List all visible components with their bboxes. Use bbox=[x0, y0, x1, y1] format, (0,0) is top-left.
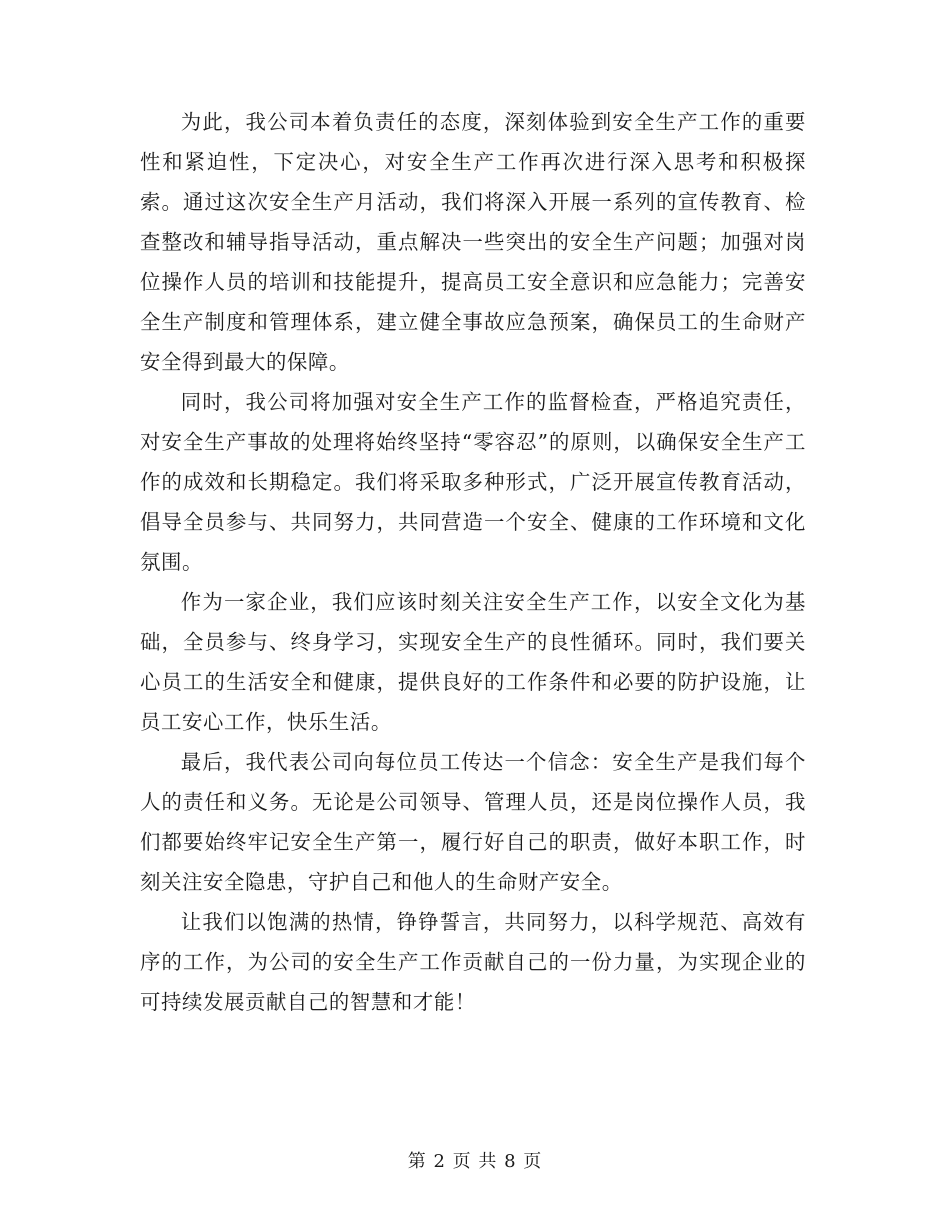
document-body bbox=[140, 102, 806, 1022]
paragraph: 最后，我代表公司向每位员工传达一个信念：安全生产是我们每个人的责任和义务。无论是公司领导、管理人员，还是岗位操作人员，我们都要始终牢记安全生产第一，履行好自己的职责，做好本职工作，时刻关注安全隐患，守护自己和他人的生命财产安全。 bbox=[140, 750, 806, 894]
paragraph: 同时，我公司将加强对安全生产工作的监督检查，严格追究责任，对安全生产事故的处理将始终坚持“零容忍”的原则，以确保安全生产工作的成效和长期稳定。我们将采取多种形式，广泛开展宣传教育活动，倡导全员参与、共同努力，共同营造一个安全、健康的工作环境和文化氛围。 bbox=[140, 390, 806, 574]
paragraph: 作为一家企业，我们应该时刻关注安全生产工作，以安全文化为基础，全员参与、终身学习，实现安全生产的良性循环。同时，我们要关心员工的生活安全和健康，提供良好的工作条件和必要的防护设施，让员工安心工作，快乐生活。 bbox=[140, 590, 806, 734]
page-number-footer: 第 2 页 共 8 页 bbox=[407, 1151, 543, 1172]
paragraph: 让我们以饱满的热情，铮铮誓言，共同努力，以科学规范、高效有序的工作，为公司的安全生产工作贡献自己的一份力量，为实现企业的可持续发展贡献自己的智慧和才能！ bbox=[140, 910, 806, 1014]
paragraph: 为此，我公司本着负责任的态度，深刻体验到安全生产工作的重要性和紧迫性，下定决心，对安全生产工作再次进行深入思考和积极探索。通过这次安全生产月活动，我们将深入开展一系列的宣传教育、检查整改和辅导指导活动，重点解决一些突出的安全生产问题；加强对岗位操作人员的培训和技能提升，提高员工安全意识和应急能力；完善安全生产制度和管理体系，建立健全事故应急预案，确保员工的生命财产安全得到最大的保障。 bbox=[140, 110, 806, 374]
